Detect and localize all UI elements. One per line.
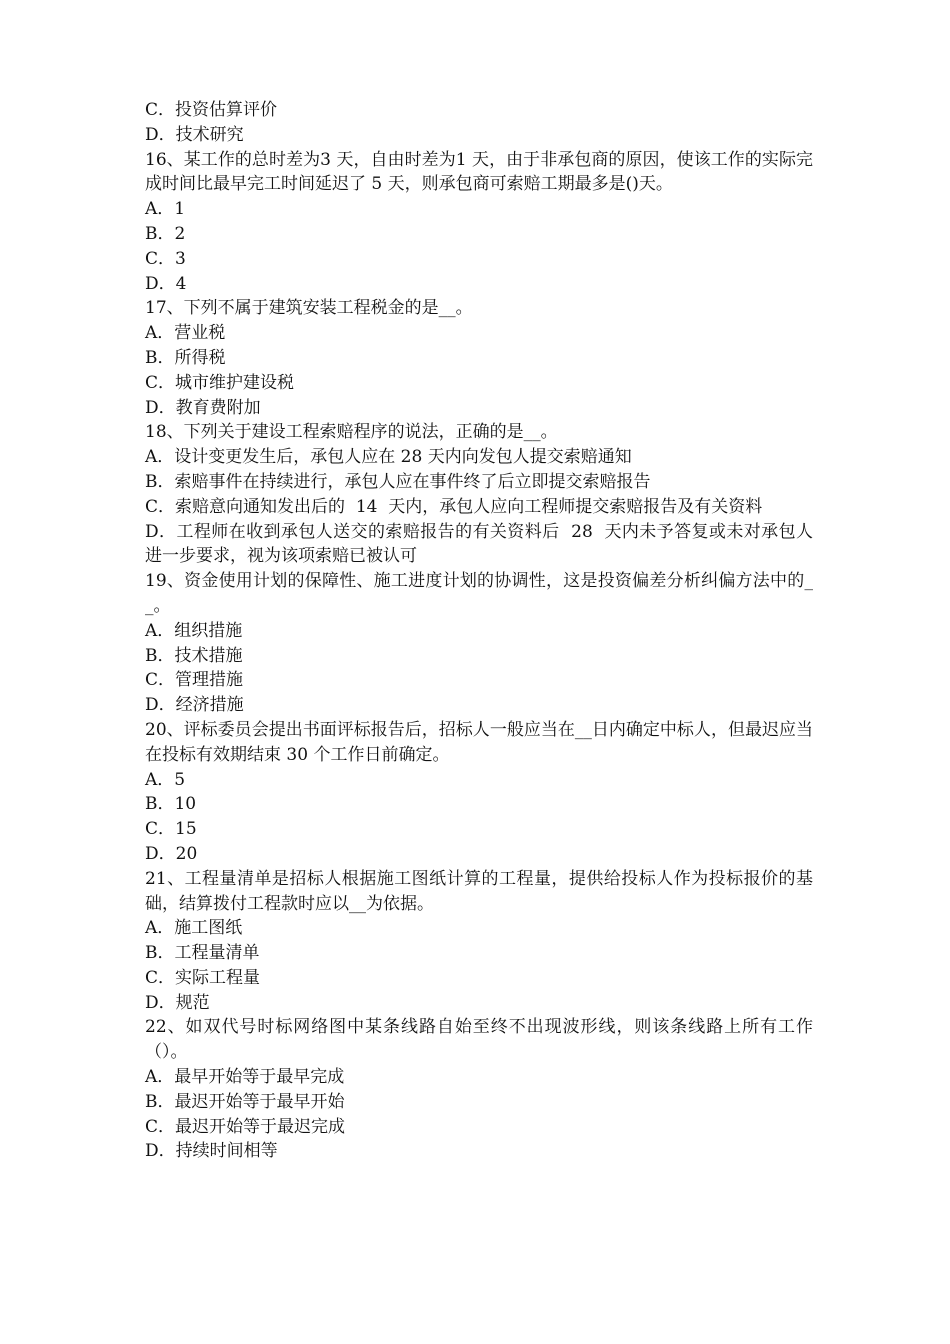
option-text: C．管理措施 bbox=[145, 670, 244, 691]
question-text: 18、下列关于建设工程索赔程序的说法，正确的是__。 bbox=[145, 422, 558, 443]
option-text: D．经济措施 bbox=[145, 695, 244, 716]
option-text: B．10 bbox=[145, 794, 197, 815]
option-text: B．所得税 bbox=[145, 347, 226, 368]
document-page bbox=[145, 98, 813, 1164]
option-text: B．最迟开始等于最早开始 bbox=[145, 1091, 345, 1112]
question-text: 19、资金使用计划的保障性、施工进度计划的协调性，这是投资偏差分析纠偏方法中的__。 bbox=[145, 571, 813, 616]
option-text: C．投资估算评价 bbox=[145, 100, 278, 120]
option-text: A．施工图纸 bbox=[145, 918, 243, 939]
option-text: A．5 bbox=[145, 769, 186, 790]
option-text: D．工程师在收到承包人送交的索赔报告的有关资料后 28 天内未予答复或未对承包人进一步要求，视为该项索赔已被认可 bbox=[145, 521, 813, 567]
option-text: B．技术措施 bbox=[145, 645, 243, 666]
option-text: A．最早开始等于最早完成 bbox=[145, 1067, 345, 1088]
question-text: 17、下列不属于建筑安装工程税金的是__。 bbox=[145, 298, 473, 319]
question-text: 21、工程量清单是招标人根据施工图纸计算的工程量，提供给投标人作为投标报价的基础，结算拨付工程款时应以__为依据。 bbox=[145, 868, 813, 914]
question-text: 20、评标委员会提出书面评标报告后，招标人一般应当在__日内确定中标人，但最迟应当在投标有效期结束 30 个工作日前确定。 bbox=[145, 719, 813, 765]
option-text: D．教育费附加 bbox=[145, 397, 261, 418]
option-text: C．实际工程量 bbox=[145, 967, 261, 988]
option-text: A．1 bbox=[145, 199, 186, 220]
question-text: 16、某工作的总时差为3 天，自由时差为1 天，由于非承包商的原因，使该工作的实际完成时间比最早完工时间延迟了 5 天，则承包商可索赔工期最多是()天。 bbox=[145, 149, 813, 195]
option-text: D．20 bbox=[145, 843, 198, 864]
option-text: B．工程量清单 bbox=[145, 943, 260, 964]
option-text: D．规范 bbox=[145, 992, 210, 1013]
option-text: C．最迟开始等于最迟完成 bbox=[145, 1116, 346, 1137]
option-text: C．15 bbox=[145, 819, 197, 840]
option-text: D．持续时间相等 bbox=[145, 1141, 278, 1162]
option-text: A．组织措施 bbox=[145, 620, 243, 641]
option-text: A．设计变更发生后，承包人应在 28 天内向发包人提交索赔通知 bbox=[145, 447, 632, 468]
option-text: C．3 bbox=[145, 248, 186, 269]
option-text: D．4 bbox=[145, 273, 187, 294]
option-text: D．技术研究 bbox=[145, 124, 244, 145]
option-text: C．索赔意向通知发出后的 14 天内，承包人应向工程师提交索赔报告及有关资料 bbox=[145, 496, 763, 517]
question-text: 22、如双代号时标网络图中某条线路自始至终不出现波形线，则该条线路上所有工作（）。 bbox=[145, 1017, 813, 1063]
option-text: A．营业税 bbox=[145, 323, 226, 344]
option-text: B．2 bbox=[145, 223, 186, 244]
option-text: C．城市维护建设税 bbox=[145, 372, 295, 393]
option-text: B．索赔事件在持续进行，承包人应在事件终了后立即提交索赔报告 bbox=[145, 471, 651, 492]
